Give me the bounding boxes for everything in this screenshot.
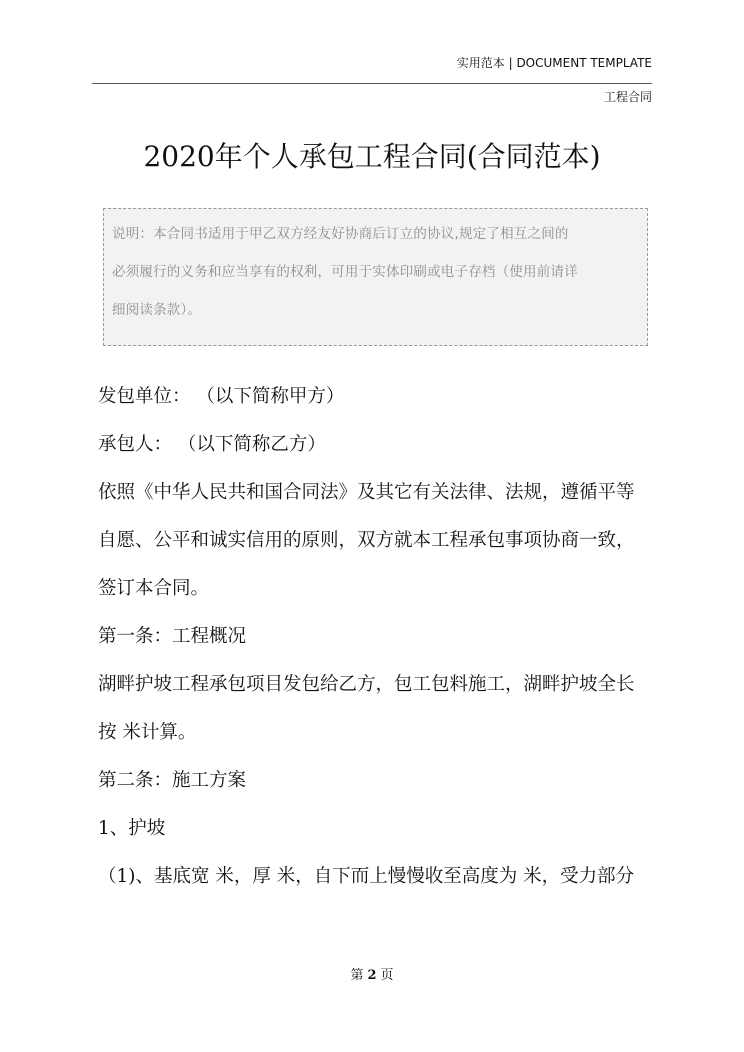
contract-body (98, 373, 660, 901)
page-prefix: 第 (350, 968, 364, 983)
note-line: 必须履行的义务和应当享有的权利，可用于实体印刷或电子存档（使用前请详 (112, 264, 578, 280)
body-paragraph-line: 自愿、公平和诚实信用的原则，双方就本工程承包事项协商一致， (98, 530, 635, 551)
description-note-box (103, 208, 648, 346)
header-template-label: 实用范本 | DOCUMENT TEMPLATE (456, 56, 652, 70)
employer-line: 发包单位： （以下简称甲方） (98, 386, 345, 407)
body-paragraph-line: 依照《中华人民共和国合同法》及其它有关法律、法规，遵循平等 (98, 482, 635, 503)
article-heading: 第二条：施工方案 (98, 770, 247, 791)
body-paragraph-line: 湖畔护坡工程承包项目发包给乙方，包工包料施工，湖畔护坡全长 (98, 674, 635, 695)
header-category-label: 工程合同 (603, 90, 652, 104)
page-suffix: 页 (380, 968, 394, 983)
article-heading: 第一条：工程概况 (98, 626, 247, 647)
page-number: 2 (367, 968, 377, 983)
contractor-line: 承包人： （以下简称乙方） (98, 434, 326, 455)
body-paragraph-line: 签订本合同。 (98, 578, 210, 599)
section-heading: 1、护坡 (98, 818, 166, 839)
document-title: 2020年个人承包工程合同(合同范本) (143, 140, 601, 173)
body-paragraph-line: 按 米计算。 (98, 722, 197, 743)
note-line: 细阅读条款）。 (112, 302, 202, 318)
page-footer (0, 964, 744, 983)
body-paragraph-line: （1)、基底宽 米，厚 米，自下而上慢慢收至高度为 米，受力部分 (98, 866, 635, 887)
note-line: 说明：本合同书适用于甲乙双方经友好协商后订立的协议,规定了相互之间的 (112, 226, 569, 242)
header-divider (92, 83, 652, 84)
